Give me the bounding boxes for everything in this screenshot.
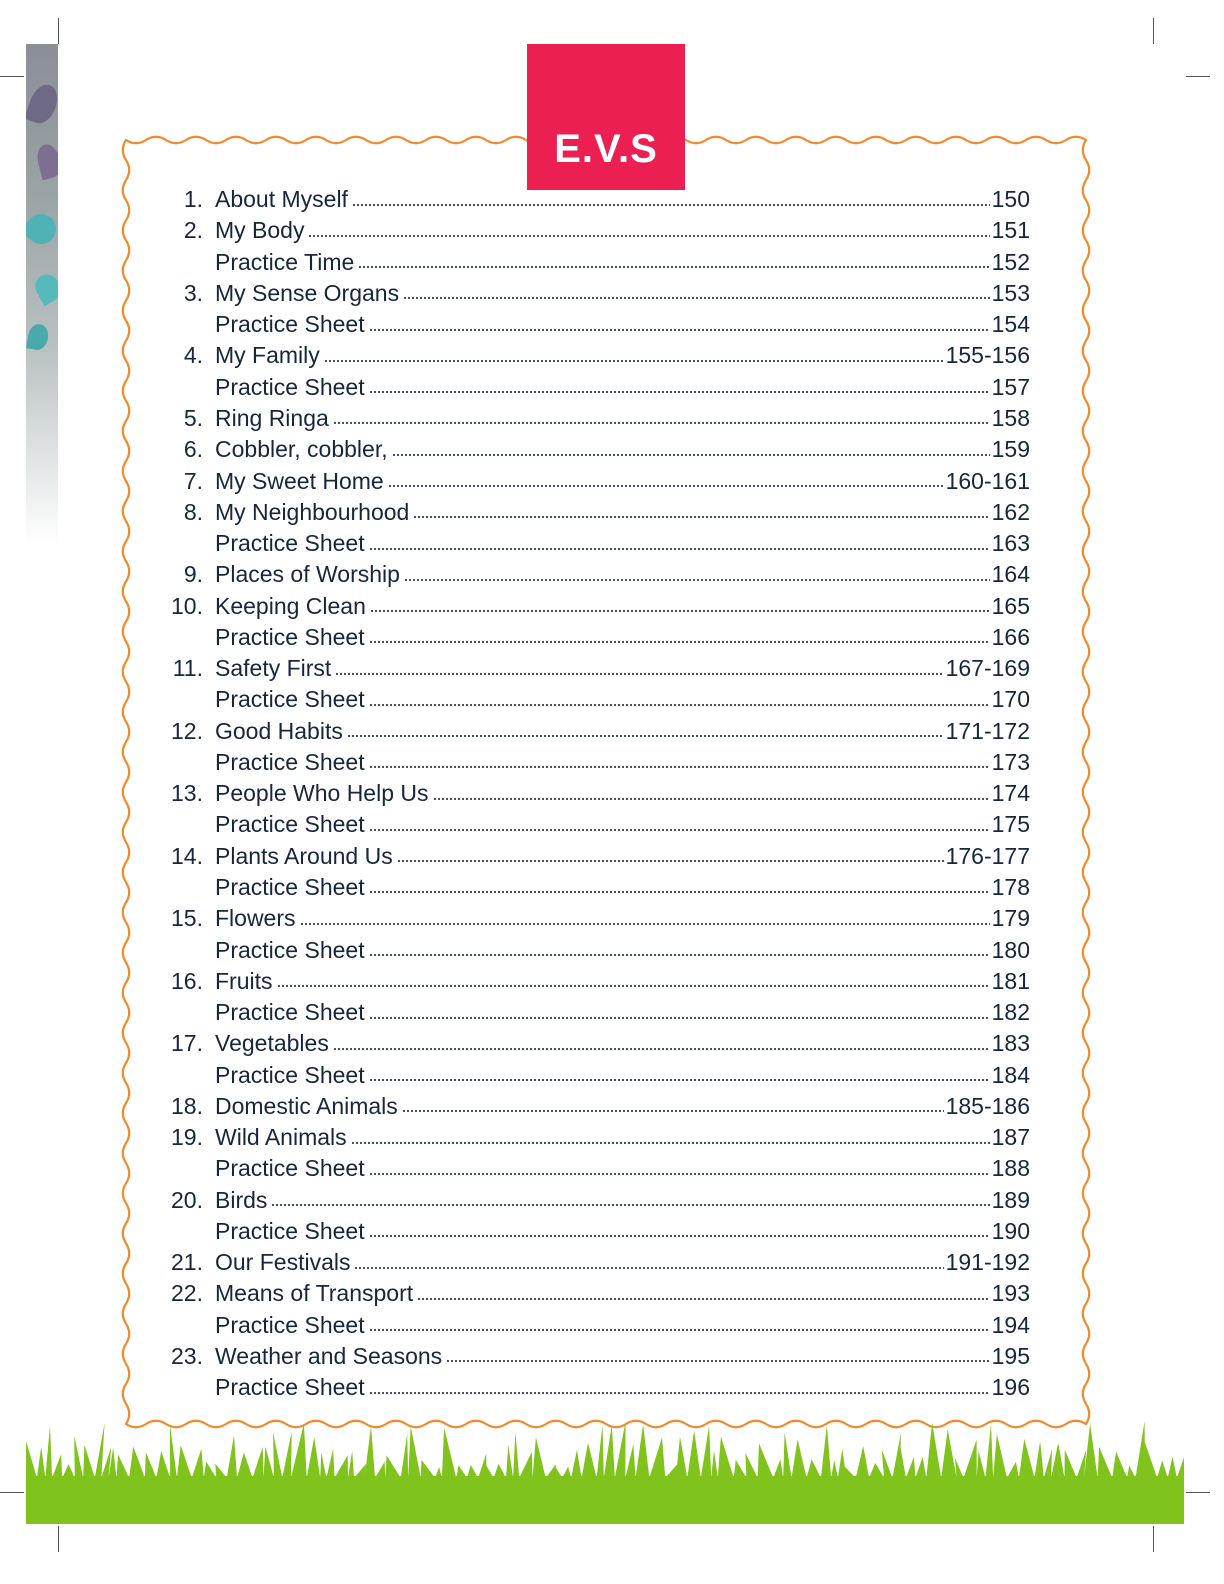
- toc-entry: [150, 559, 1030, 590]
- toc-entry-number: 15.: [171, 905, 203, 932]
- toc-entry-number: 23.: [171, 1342, 203, 1369]
- dot-leader: [388, 485, 944, 487]
- toc-entry-title: Domestic Animals: [215, 1092, 398, 1119]
- dot-leader: [369, 1173, 990, 1175]
- toc-entry-title: Flowers: [215, 905, 296, 932]
- dot-leader: [369, 329, 990, 331]
- toc-entry-title: Weather and Seasons: [215, 1342, 443, 1369]
- toc-entry-title: Practice Sheet: [215, 936, 365, 963]
- toc-entry-page: 175: [991, 811, 1030, 838]
- toc-entry-page: 166: [991, 623, 1030, 650]
- toc-entry: [150, 372, 1030, 403]
- toc-entry: [150, 465, 1030, 496]
- toc-entry: [150, 747, 1030, 778]
- toc-entry-title: Practice Sheet: [215, 999, 365, 1026]
- toc-entry-number: 8.: [183, 498, 203, 525]
- dot-leader: [300, 923, 990, 925]
- toc-entry: [150, 1059, 1030, 1090]
- toc-entry-page: 173: [991, 748, 1030, 775]
- toc-entry-page: 165: [991, 592, 1030, 619]
- dot-leader: [369, 766, 990, 768]
- toc-entry: [150, 434, 1030, 465]
- dot-leader: [403, 297, 990, 299]
- crop-mark: [58, 1526, 59, 1552]
- toc-entry-page: 167-169: [945, 655, 1030, 682]
- toc-entry-number: 3.: [183, 279, 203, 306]
- toc-entry-title: Practice Sheet: [215, 748, 365, 775]
- toc-entry-page: 163: [991, 530, 1030, 557]
- section-title-box: [527, 44, 685, 190]
- toc-entry-page: 183: [991, 1030, 1030, 1057]
- crop-mark: [1186, 76, 1210, 77]
- table-of-contents: [150, 184, 1030, 1403]
- toc-entry-title: Safety First: [215, 655, 332, 682]
- toc-entry: [150, 1310, 1030, 1341]
- dot-leader: [369, 829, 990, 831]
- toc-entry-page: 191-192: [945, 1249, 1030, 1276]
- dot-leader: [402, 1110, 944, 1112]
- toc-entry: [150, 684, 1030, 715]
- toc-entry-title: Our Festivals: [215, 1249, 351, 1276]
- toc-entry-number: 20.: [171, 1186, 203, 1213]
- toc-entry-page: 170: [991, 686, 1030, 713]
- toc-entry-page: 185-186: [945, 1092, 1030, 1119]
- toc-entry: [150, 653, 1030, 684]
- toc-entry-number: 18.: [171, 1092, 203, 1119]
- toc-entry: [150, 247, 1030, 278]
- toc-entry-title: Ring Ringa: [215, 404, 329, 431]
- dot-leader: [446, 1360, 989, 1362]
- toc-entry-page: 194: [991, 1311, 1030, 1338]
- toc-entry-number: 7.: [183, 467, 203, 494]
- toc-entry-page: 182: [991, 999, 1030, 1026]
- toc-entry-title: Practice Sheet: [215, 530, 365, 557]
- dot-leader: [369, 891, 990, 893]
- dot-leader: [369, 1329, 990, 1331]
- toc-entry-number: 13.: [171, 780, 203, 807]
- toc-entry: [150, 403, 1030, 434]
- toc-entry-title: Vegetables: [215, 1030, 329, 1057]
- toc-entry-title: My Body: [215, 217, 305, 244]
- toc-entry-number: 21.: [171, 1249, 203, 1276]
- toc-entry: [150, 1122, 1030, 1153]
- toc-entry: [150, 809, 1030, 840]
- toc-entry-title: Cobbler, cobbler,: [215, 436, 388, 463]
- toc-entry: [150, 778, 1030, 809]
- toc-entry-page: 188: [991, 1155, 1030, 1182]
- toc-entry-number: 1.: [183, 186, 203, 213]
- toc-entry-page: 196: [991, 1374, 1030, 1401]
- dot-leader: [369, 391, 990, 393]
- section-title: E.V.S: [554, 127, 658, 171]
- toc-entry-page: 152: [991, 248, 1030, 275]
- toc-entry-title: Plants Around Us: [215, 842, 393, 869]
- toc-entry: [150, 1372, 1030, 1403]
- dot-leader: [369, 548, 990, 550]
- dot-leader: [404, 579, 990, 581]
- toc-entry-title: Practice Sheet: [215, 1155, 365, 1182]
- toc-entry: [150, 903, 1030, 934]
- toc-entry-page: 181: [991, 967, 1030, 994]
- toc-entry-number: 16.: [171, 967, 203, 994]
- toc-entry-page: 151: [991, 217, 1030, 244]
- toc-entry-number: 19.: [171, 1124, 203, 1151]
- toc-entry-title: Practice Sheet: [215, 1374, 365, 1401]
- toc-entry-title: Fruits: [215, 967, 273, 994]
- dot-leader: [369, 1017, 990, 1019]
- toc-entry: [150, 497, 1030, 528]
- toc-entry-page: 155-156: [945, 342, 1030, 369]
- dot-leader: [369, 641, 990, 643]
- crop-mark: [1153, 18, 1154, 44]
- toc-entry-page: 171-172: [945, 717, 1030, 744]
- toc-entry: [150, 1185, 1030, 1216]
- toc-entry-number: 4.: [183, 342, 203, 369]
- toc-entry-number: 9.: [183, 561, 203, 588]
- toc-entry-title: Means of Transport: [215, 1280, 414, 1307]
- toc-entry-title: My Neighbourhood: [215, 498, 410, 525]
- toc-entry-title: Practice Sheet: [215, 373, 365, 400]
- dot-leader: [352, 204, 990, 206]
- toc-entry: [150, 1091, 1030, 1122]
- toc-entry-page: 190: [991, 1217, 1030, 1244]
- toc-entry-number: 6.: [183, 436, 203, 463]
- toc-entry-page: 158: [991, 404, 1030, 431]
- toc-entry-title: My Sense Organs: [215, 279, 400, 306]
- toc-entry: [150, 215, 1030, 246]
- toc-entry: [150, 1216, 1030, 1247]
- dot-leader: [413, 516, 989, 518]
- toc-entry-number: 2.: [183, 217, 203, 244]
- crop-mark: [0, 76, 24, 77]
- crop-mark: [0, 1492, 24, 1493]
- dot-leader: [369, 954, 990, 956]
- dot-leader: [433, 798, 990, 800]
- toc-entry: [150, 184, 1030, 215]
- toc-entry-title: Practice Time: [215, 248, 355, 275]
- dot-leader: [397, 860, 944, 862]
- toc-entry: [150, 340, 1030, 371]
- toc-entry-page: 153: [991, 279, 1030, 306]
- toc-entry-title: Practice Sheet: [215, 686, 365, 713]
- dot-leader: [417, 1298, 989, 1300]
- dot-leader: [369, 704, 990, 706]
- toc-entry-title: Practice Sheet: [215, 1311, 365, 1338]
- toc-entry-page: 150: [991, 186, 1030, 213]
- toc-entry-title: My Sweet Home: [215, 467, 384, 494]
- crop-mark: [58, 18, 59, 44]
- toc-entry: [150, 590, 1030, 621]
- toc-entry-number: 22.: [171, 1280, 203, 1307]
- toc-entry-page: 179: [991, 905, 1030, 932]
- dot-leader: [335, 673, 943, 675]
- toc-entry-page: 184: [991, 1061, 1030, 1088]
- toc-entry: [150, 997, 1030, 1028]
- toc-entry-page: 154: [991, 311, 1030, 338]
- toc-entry-title: Practice Sheet: [215, 311, 365, 338]
- dot-leader: [347, 735, 944, 737]
- dot-leader: [333, 422, 990, 424]
- toc-entry: [150, 1341, 1030, 1372]
- toc-entry: [150, 966, 1030, 997]
- toc-entry-page: 178: [991, 873, 1030, 900]
- dot-leader: [369, 1392, 990, 1394]
- toc-entry-number: 12.: [171, 717, 203, 744]
- toc-entry-page: 157: [991, 373, 1030, 400]
- dot-leader: [392, 454, 990, 456]
- dot-leader: [324, 360, 944, 362]
- toc-entry-page: 164: [991, 561, 1030, 588]
- dot-leader: [351, 1142, 990, 1144]
- toc-entry-number: 17.: [171, 1030, 203, 1057]
- toc-entry-page: 193: [991, 1280, 1030, 1307]
- toc-entry: [150, 1278, 1030, 1309]
- dot-leader: [308, 235, 989, 237]
- toc-entry-number: 14.: [171, 842, 203, 869]
- toc-entry-number: 10.: [171, 592, 203, 619]
- toc-entry-page: 189: [991, 1186, 1030, 1213]
- toc-entry-title: Birds: [215, 1186, 268, 1213]
- dot-leader: [277, 985, 990, 987]
- toc-entry: [150, 622, 1030, 653]
- grass-decoration: [26, 1418, 1184, 1524]
- toc-entry-title: Practice Sheet: [215, 623, 365, 650]
- toc-entry-page: 160-161: [945, 467, 1030, 494]
- toc-entry-page: 195: [991, 1342, 1030, 1369]
- toc-entry: [150, 278, 1030, 309]
- toc-entry: [150, 716, 1030, 747]
- dot-leader: [354, 1267, 943, 1269]
- toc-entry-title: Good Habits: [215, 717, 343, 744]
- toc-entry-title: Practice Sheet: [215, 1061, 365, 1088]
- toc-entry: [150, 309, 1030, 340]
- toc-entry-title: Keeping Clean: [215, 592, 366, 619]
- toc-entry: [150, 1247, 1030, 1278]
- toc-entry-page: 176-177: [945, 842, 1030, 869]
- toc-entry-number: 11.: [172, 655, 203, 682]
- toc-entry-page: 159: [991, 436, 1030, 463]
- toc-entry-title: Practice Sheet: [215, 811, 365, 838]
- dot-leader: [369, 1079, 990, 1081]
- toc-entry-title: People Who Help Us: [215, 780, 429, 807]
- toc-entry: [150, 934, 1030, 965]
- crop-mark: [1186, 1492, 1210, 1493]
- dot-leader: [271, 1204, 989, 1206]
- toc-entry: [150, 1153, 1030, 1184]
- toc-entry: [150, 1028, 1030, 1059]
- toc-entry-number: 5.: [183, 404, 203, 431]
- toc-entry-title: Wild Animals: [215, 1124, 347, 1151]
- toc-entry: [150, 872, 1030, 903]
- toc-entry-page: 180: [991, 936, 1030, 963]
- toc-entry-title: Practice Sheet: [215, 873, 365, 900]
- dot-leader: [358, 266, 989, 268]
- dot-leader: [370, 610, 990, 612]
- toc-entry: [150, 841, 1030, 872]
- toc-entry-page: 187: [991, 1124, 1030, 1151]
- side-decoration-image: [26, 44, 58, 544]
- toc-entry-title: My Family: [215, 342, 320, 369]
- toc-entry-page: 174: [991, 780, 1030, 807]
- crop-mark: [1153, 1526, 1154, 1552]
- toc-entry-title: Places of Worship: [215, 561, 400, 588]
- toc-entry-title: About Myself: [215, 186, 348, 213]
- toc-entry: [150, 528, 1030, 559]
- toc-entry-page: 162: [991, 498, 1030, 525]
- dot-leader: [369, 1235, 990, 1237]
- toc-entry-title: Practice Sheet: [215, 1217, 365, 1244]
- dot-leader: [333, 1048, 990, 1050]
